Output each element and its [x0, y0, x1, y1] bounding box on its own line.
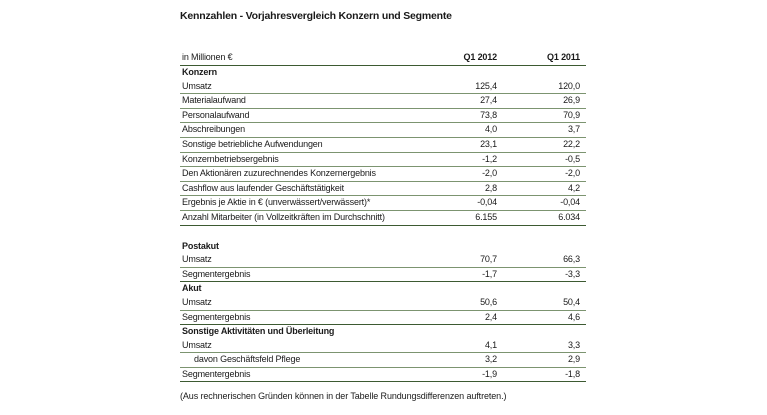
value-q1-2011: 2,9	[503, 353, 586, 368]
row-label: Segmentergebnis	[180, 267, 420, 282]
section-title: Postakut	[182, 240, 219, 251]
table-header-row	[180, 50, 586, 66]
value-q1-2011: 3,3	[503, 339, 586, 353]
row-label: Abschreibungen	[180, 123, 420, 138]
row-label: Umsatz	[180, 296, 420, 310]
section-gap	[180, 225, 586, 240]
section-header-konzern	[180, 66, 586, 80]
table-row	[180, 94, 586, 109]
table-row	[180, 167, 586, 182]
value-q1-2011: 120,0	[503, 80, 586, 94]
value-q1-2011: -3,3	[503, 267, 586, 282]
value-q1-2012: -1,2	[420, 152, 503, 167]
value-q1-2012: 70,7	[420, 253, 503, 267]
value-q1-2012: 50,6	[420, 296, 503, 310]
value-q1-2011: -0,5	[503, 152, 586, 167]
table-row	[180, 196, 586, 211]
value-q1-2012: 23,1	[420, 137, 503, 152]
table-row	[180, 152, 586, 167]
table-row	[180, 137, 586, 152]
value-q1-2011: 4,2	[503, 181, 586, 196]
table-row	[180, 310, 586, 325]
column-header-q1-2012: Q1 2012	[420, 50, 503, 66]
row-label: Den Aktionären zuzurechnendes Konzernergebnis	[180, 167, 420, 182]
value-q1-2012: 4,0	[420, 123, 503, 138]
row-label: Personalaufwand	[180, 108, 420, 123]
value-q1-2012: 4,1	[420, 339, 503, 353]
table-row	[180, 253, 586, 267]
table-row	[180, 108, 586, 123]
value-q1-2012: -0,04	[420, 196, 503, 211]
section-title: Konzern	[182, 67, 217, 77]
value-q1-2011: 26,9	[503, 94, 586, 109]
row-label: Segmentergebnis	[180, 367, 420, 382]
unit-label: in Millionen €	[180, 50, 420, 66]
value-q1-2012: 2,8	[420, 181, 503, 196]
section-header-postakut	[180, 240, 586, 254]
row-label: Umsatz	[180, 80, 420, 94]
value-q1-2012: 6.155	[420, 210, 503, 225]
value-q1-2011: 66,3	[503, 253, 586, 267]
value-q1-2011: 4,6	[503, 310, 586, 325]
row-label: Cashflow aus laufender Geschäftstätigkeit	[180, 181, 420, 196]
value-q1-2012: 73,8	[420, 108, 503, 123]
value-q1-2011: 70,9	[503, 108, 586, 123]
value-q1-2011: 3,7	[503, 123, 586, 138]
row-label: Sonstige betriebliche Aufwendungen	[180, 137, 420, 152]
value-q1-2011: -1,8	[503, 367, 586, 382]
spacer	[180, 24, 586, 50]
value-q1-2012: 125,4	[420, 80, 503, 94]
row-label: davon Geschäftsfeld Pflege	[180, 353, 420, 368]
table-row	[180, 80, 586, 94]
table-row	[180, 210, 586, 225]
value-q1-2012: -1,9	[420, 367, 503, 382]
value-q1-2011: -0,04	[503, 196, 586, 211]
key-figures-table	[180, 50, 586, 382]
table-row	[180, 339, 586, 353]
page-title: Kennzahlen - Vorjahresvergleich Konzern und Segmente	[180, 10, 452, 22]
document-page	[180, 8, 586, 403]
value-q1-2012: 27,4	[420, 94, 503, 109]
value-q1-2011: 22,2	[503, 137, 586, 152]
row-label: Umsatz	[180, 253, 420, 267]
value-q1-2012: -1,7	[420, 267, 503, 282]
table-row	[180, 267, 586, 282]
value-q1-2012: 3,2	[420, 353, 503, 368]
row-label: Anzahl Mitarbeiter (in Vollzeitkräften im Durchschnitt)	[180, 210, 420, 225]
table-row	[180, 367, 586, 382]
column-header-q1-2011: Q1 2011	[503, 50, 586, 66]
table-row	[180, 353, 586, 368]
table-row	[180, 181, 586, 196]
table-row	[180, 296, 586, 310]
row-label: Umsatz	[180, 339, 420, 353]
row-label: Konzernbetriebsergebnis	[180, 152, 420, 167]
section-header-akut	[180, 282, 586, 296]
value-q1-2011: 6.034	[503, 210, 586, 225]
table-row	[180, 123, 586, 138]
row-label: Segmentergebnis	[180, 310, 420, 325]
footnote: (Aus rechnerischen Gründen können in der Tabelle Rundungsdifferenzen auftreten.)	[180, 391, 507, 402]
value-q1-2011: 50,4	[503, 296, 586, 310]
row-label: Ergebnis je Aktie in € (unverwässert/verwässert)*	[180, 196, 420, 211]
value-q1-2012: -2,0	[420, 167, 503, 182]
value-q1-2012: 2,4	[420, 310, 503, 325]
section-title: Akut	[182, 283, 202, 294]
row-label: Materialaufwand	[180, 94, 420, 109]
section-title: Sonstige Aktivitäten und Überleitung	[182, 326, 335, 337]
section-header-sonstige	[180, 325, 586, 339]
value-q1-2011: -2,0	[503, 167, 586, 182]
